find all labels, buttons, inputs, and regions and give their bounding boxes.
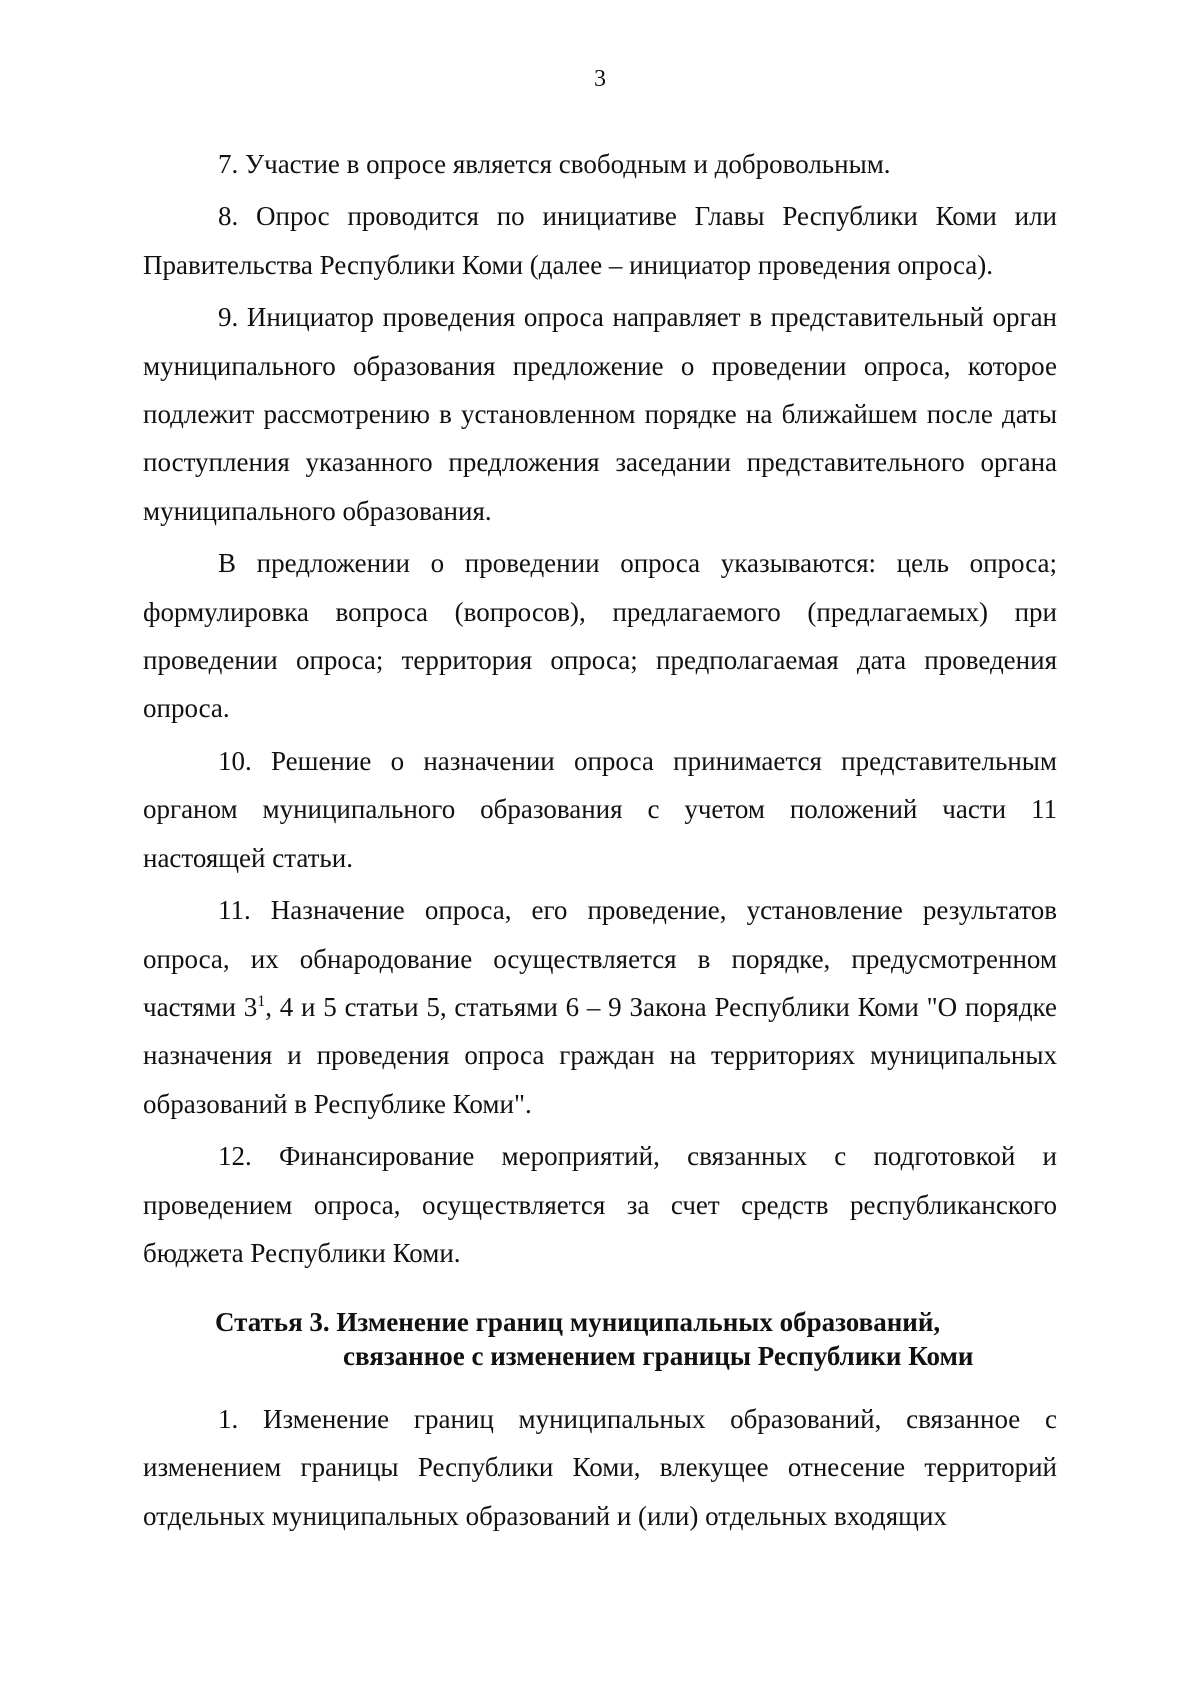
paragraph-9-proposal: В предложении о проведении опроса указываются: цель опроса; формулировка вопроса (вопросов), предлагаемого (предлагаемых) при проведении опроса; территория опроса; предполагаемая дата проведения опроса. [143,548,1057,724]
paragraph-11-text-before: 11. Назначение опроса, его проведение, установление результатов опроса, их обнародование осуществляется в порядке, предусмотренном частями 3 [143,895,1057,1022]
paragraph-11-superscript: 1 [257,992,266,1010]
article-3-heading [215,1305,1075,1373]
paragraph-8: 8. Опрос проводится по инициативе Главы Республики Коми или Правительства Республики Коми (далее – инициатор проведения опроса). [143,201,1057,280]
paragraph-11-text-after: , 4 и 5 статьи 5, статьями 6 – 9 Закона Республики Коми "О порядке назначения и проведения опроса граждан на территориях муниципальных образований в Республике Коми". [143,991,1057,1119]
paragraph-10: 10. Решение о назначении опроса принимается представительным органом муниципального образования с учетом положений части 11 настоящей статьи. [143,745,1057,873]
paragraph-12: 12. Финансирование мероприятий, связанных с подготовкой и проведением опроса, осуществляется за счет средств республиканского бюджета Республики Коми. [143,1141,1057,1268]
article-2-body [143,140,1057,1281]
paragraph-9: 9. Инициатор проведения опроса направляет в представительный орган муниципального образования предложение о проведении опроса, которое подлежит рассмотрению в установленном порядке на ближайшем после даты поступления указанного предложения заседании представительного органа муниципального образования. [143,302,1057,526]
paragraph-11 [143,886,1057,1128]
paragraph-7: 7. Участие в опросе является свободным и добровольным. [218,149,891,179]
article-3-body [143,1395,1057,1544]
article-3-heading-line-1: Статья 3. Изменение границ муниципальных образований, [215,1307,941,1337]
article-3-heading-line-2: связанное с изменением границы Республики Коми [343,1341,974,1371]
page-number: 3 [594,66,606,92]
article-3-paragraph-1: 1. Изменение границ муниципальных образований, связанное с изменением границы Республики Коми, влекущее отнесение территорий отдельных муниципальных образований и (или) отдельных входящих [143,1404,1057,1531]
